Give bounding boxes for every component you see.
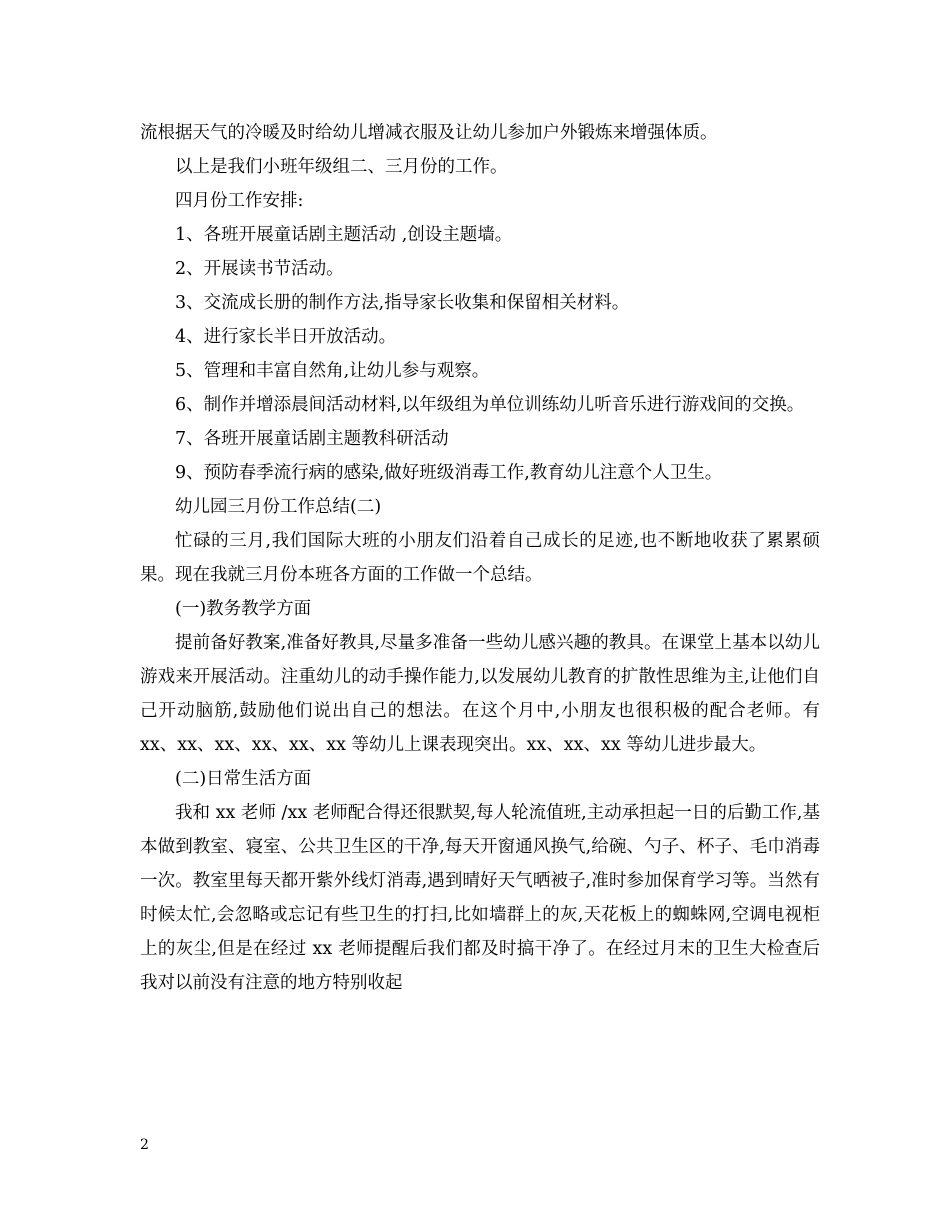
paragraph: 我和 xx 老师 /xx 老师配合得还很默契,每人轮流值班,主动承担起一日的后勤工作,基本做到教室、寝室、公共卫生区的干净,每天开窗通风换气,给碗、勺子、杯子、毛巾消毒一次。教室里每天都开紫外线灯消毒,遇到晴好天气晒被子,准时参加保育学习等。当然有时候太忙,会忽略或忘记有些卫生的打扫,比如墙群上的灰,天花板上的蜘蛛网,空调电视柜上的灰尘,但是在经过 xx 老师提醒后我们都及时搞干净了。在经过月末的卫生大检查后我对以前没有注意的地方特别收起 xyxy=(140,803,820,993)
subsection-heading: (二)日常生活方面 xyxy=(175,769,312,789)
paragraph: 7、各班开展童话剧主题教科研活动 xyxy=(175,429,449,449)
paragraph: 3、交流成长册的制作方法,指导家长收集和保留相关材料。 xyxy=(175,293,630,313)
document-body xyxy=(140,116,820,1000)
paragraph: 2、开展读书节活动。 xyxy=(175,259,344,279)
paragraph: 四月份工作安排: xyxy=(175,191,304,211)
paragraph: 1、各班开展童话剧主题活动 ,创设主题墙。 xyxy=(175,225,513,245)
paragraph: 9、预防春季流行病的感染,做好班级消毒工作,教育幼儿注意个人卫生。 xyxy=(175,463,723,483)
subsection-heading: (一)教务教学方面 xyxy=(175,599,312,619)
paragraph: 以上是我们小班年级组二、三月份的工作。 xyxy=(175,157,508,177)
paragraph: 流根据天气的冷暖及时给幼儿增减衣服及让幼儿参加户外锻炼来增强体质。 xyxy=(140,123,718,143)
paragraph: 忙碌的三月,我们国际大班的小朋友们沿着自己成长的足迹,也不断地收获了累累硕果。现在我就三月份本班各方面的工作做一个总结。 xyxy=(140,531,820,585)
section-heading: 幼儿园三月份工作总结(二) xyxy=(175,497,382,517)
paragraph: 提前备好教案,准备好教具,尽量多准备一些幼儿感兴趣的教具。在课堂上基本以幼儿游戏来开展活动。注重幼儿的动手操作能力,以发展幼儿教育的扩散性思维为主,让他们自己开动脑筋,鼓励他们说出自己的想法。在这个月中,小朋友也很积极的配合老师。有 xx、xx、xx、xx、xx、xx 等幼儿上课表现突出。xx、xx、xx 等幼儿进步最大。 xyxy=(140,633,820,755)
page-number: 2 xyxy=(140,1137,149,1153)
paragraph: 4、进行家长半日开放活动。 xyxy=(175,327,397,347)
paragraph: 6、制作并增添晨间活动材料,以年级组为单位训练幼儿听音乐进行游戏间的交换。 xyxy=(175,395,805,415)
paragraph: 5、管理和丰富自然角,让幼儿参与观察。 xyxy=(175,361,490,381)
